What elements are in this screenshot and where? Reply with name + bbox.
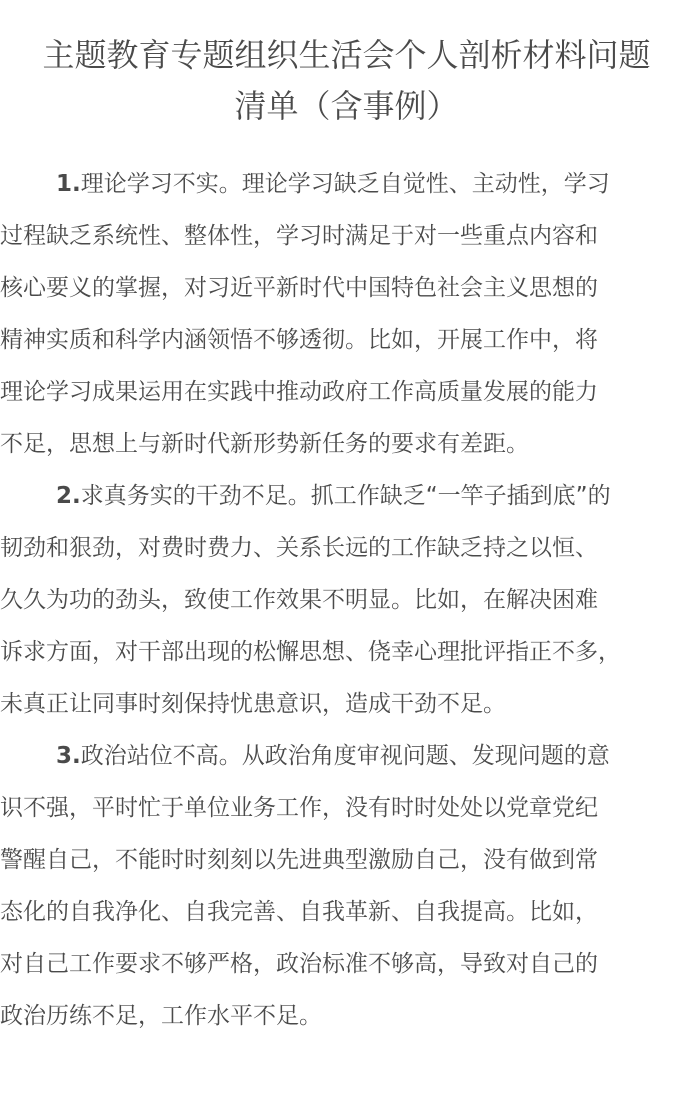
paragraph-line: 诉求方面，对干部出现的松懈思想、侥幸心理批评指正不多， bbox=[0, 639, 621, 665]
paragraph-3 bbox=[0, 730, 693, 1042]
paragraph-line: 未真正让同事时刻保持忧患意识，造成干劲不足。 bbox=[0, 691, 506, 717]
document-body bbox=[0, 158, 693, 1042]
item-number: 1. bbox=[56, 171, 81, 197]
paragraph-line: 过程缺乏系统性、整体性，学习时满足于对一些重点内容和 bbox=[0, 223, 598, 249]
paragraph-1 bbox=[0, 158, 693, 470]
paragraph-line: 对自己工作要求不够严格，政治标准不够高，导致对自己的 bbox=[0, 951, 598, 977]
paragraph-line bbox=[0, 730, 693, 782]
paragraph-line: 理论学习成果运用在实践中推动政府工作高质量发展的能力 bbox=[0, 379, 598, 405]
paragraph-2 bbox=[0, 470, 693, 730]
paragraph-line bbox=[0, 158, 693, 210]
paragraph-line: 韧劲和狠劲，对费时费力、关系长远的工作缺乏持之以恒、 bbox=[0, 535, 598, 561]
paragraph-line: 核心要义的掌握，对习近平新时代中国特色社会主义思想的 bbox=[0, 275, 598, 301]
document-title bbox=[0, 0, 693, 132]
paragraph-line: 识不强，平时忙于单位业务工作，没有时时处处以党章党纪 bbox=[0, 795, 598, 821]
paragraph-line: 态化的自我净化、自我完善、自我革新、自我提高。比如， bbox=[0, 899, 598, 925]
title-line-2: 清单（含事例） bbox=[234, 87, 459, 125]
line-text: 求真务实的干劲不足。抓工作缺乏“一竿子插到底”的 bbox=[80, 483, 611, 509]
paragraph-line: 久久为功的劲头，致使工作效果不明显。比如，在解决困难 bbox=[0, 587, 598, 613]
title-line-1: 主题教育专题组织生活会个人剖析材料问题 bbox=[42, 36, 651, 74]
line-text: 理论学习不实。理论学习缺乏自觉性、主动性，学习 bbox=[80, 171, 610, 197]
line-text: 政治站位不高。从政治角度审视问题、发现问题的意 bbox=[80, 743, 610, 769]
paragraph-line: 政治历练不足，工作水平不足。 bbox=[0, 1003, 322, 1029]
paragraph-line: 精神实质和科学内涵领悟不够透彻。比如，开展工作中，将 bbox=[0, 327, 598, 353]
paragraph-line bbox=[0, 470, 693, 522]
item-number: 2. bbox=[56, 483, 81, 509]
paragraph-line: 警醒自己，不能时时刻刻以先进典型激励自己，没有做到常 bbox=[0, 847, 598, 873]
item-number: 3. bbox=[56, 743, 81, 769]
paragraph-line: 不足，思想上与新时代新形势新任务的要求有差距。 bbox=[0, 431, 529, 457]
